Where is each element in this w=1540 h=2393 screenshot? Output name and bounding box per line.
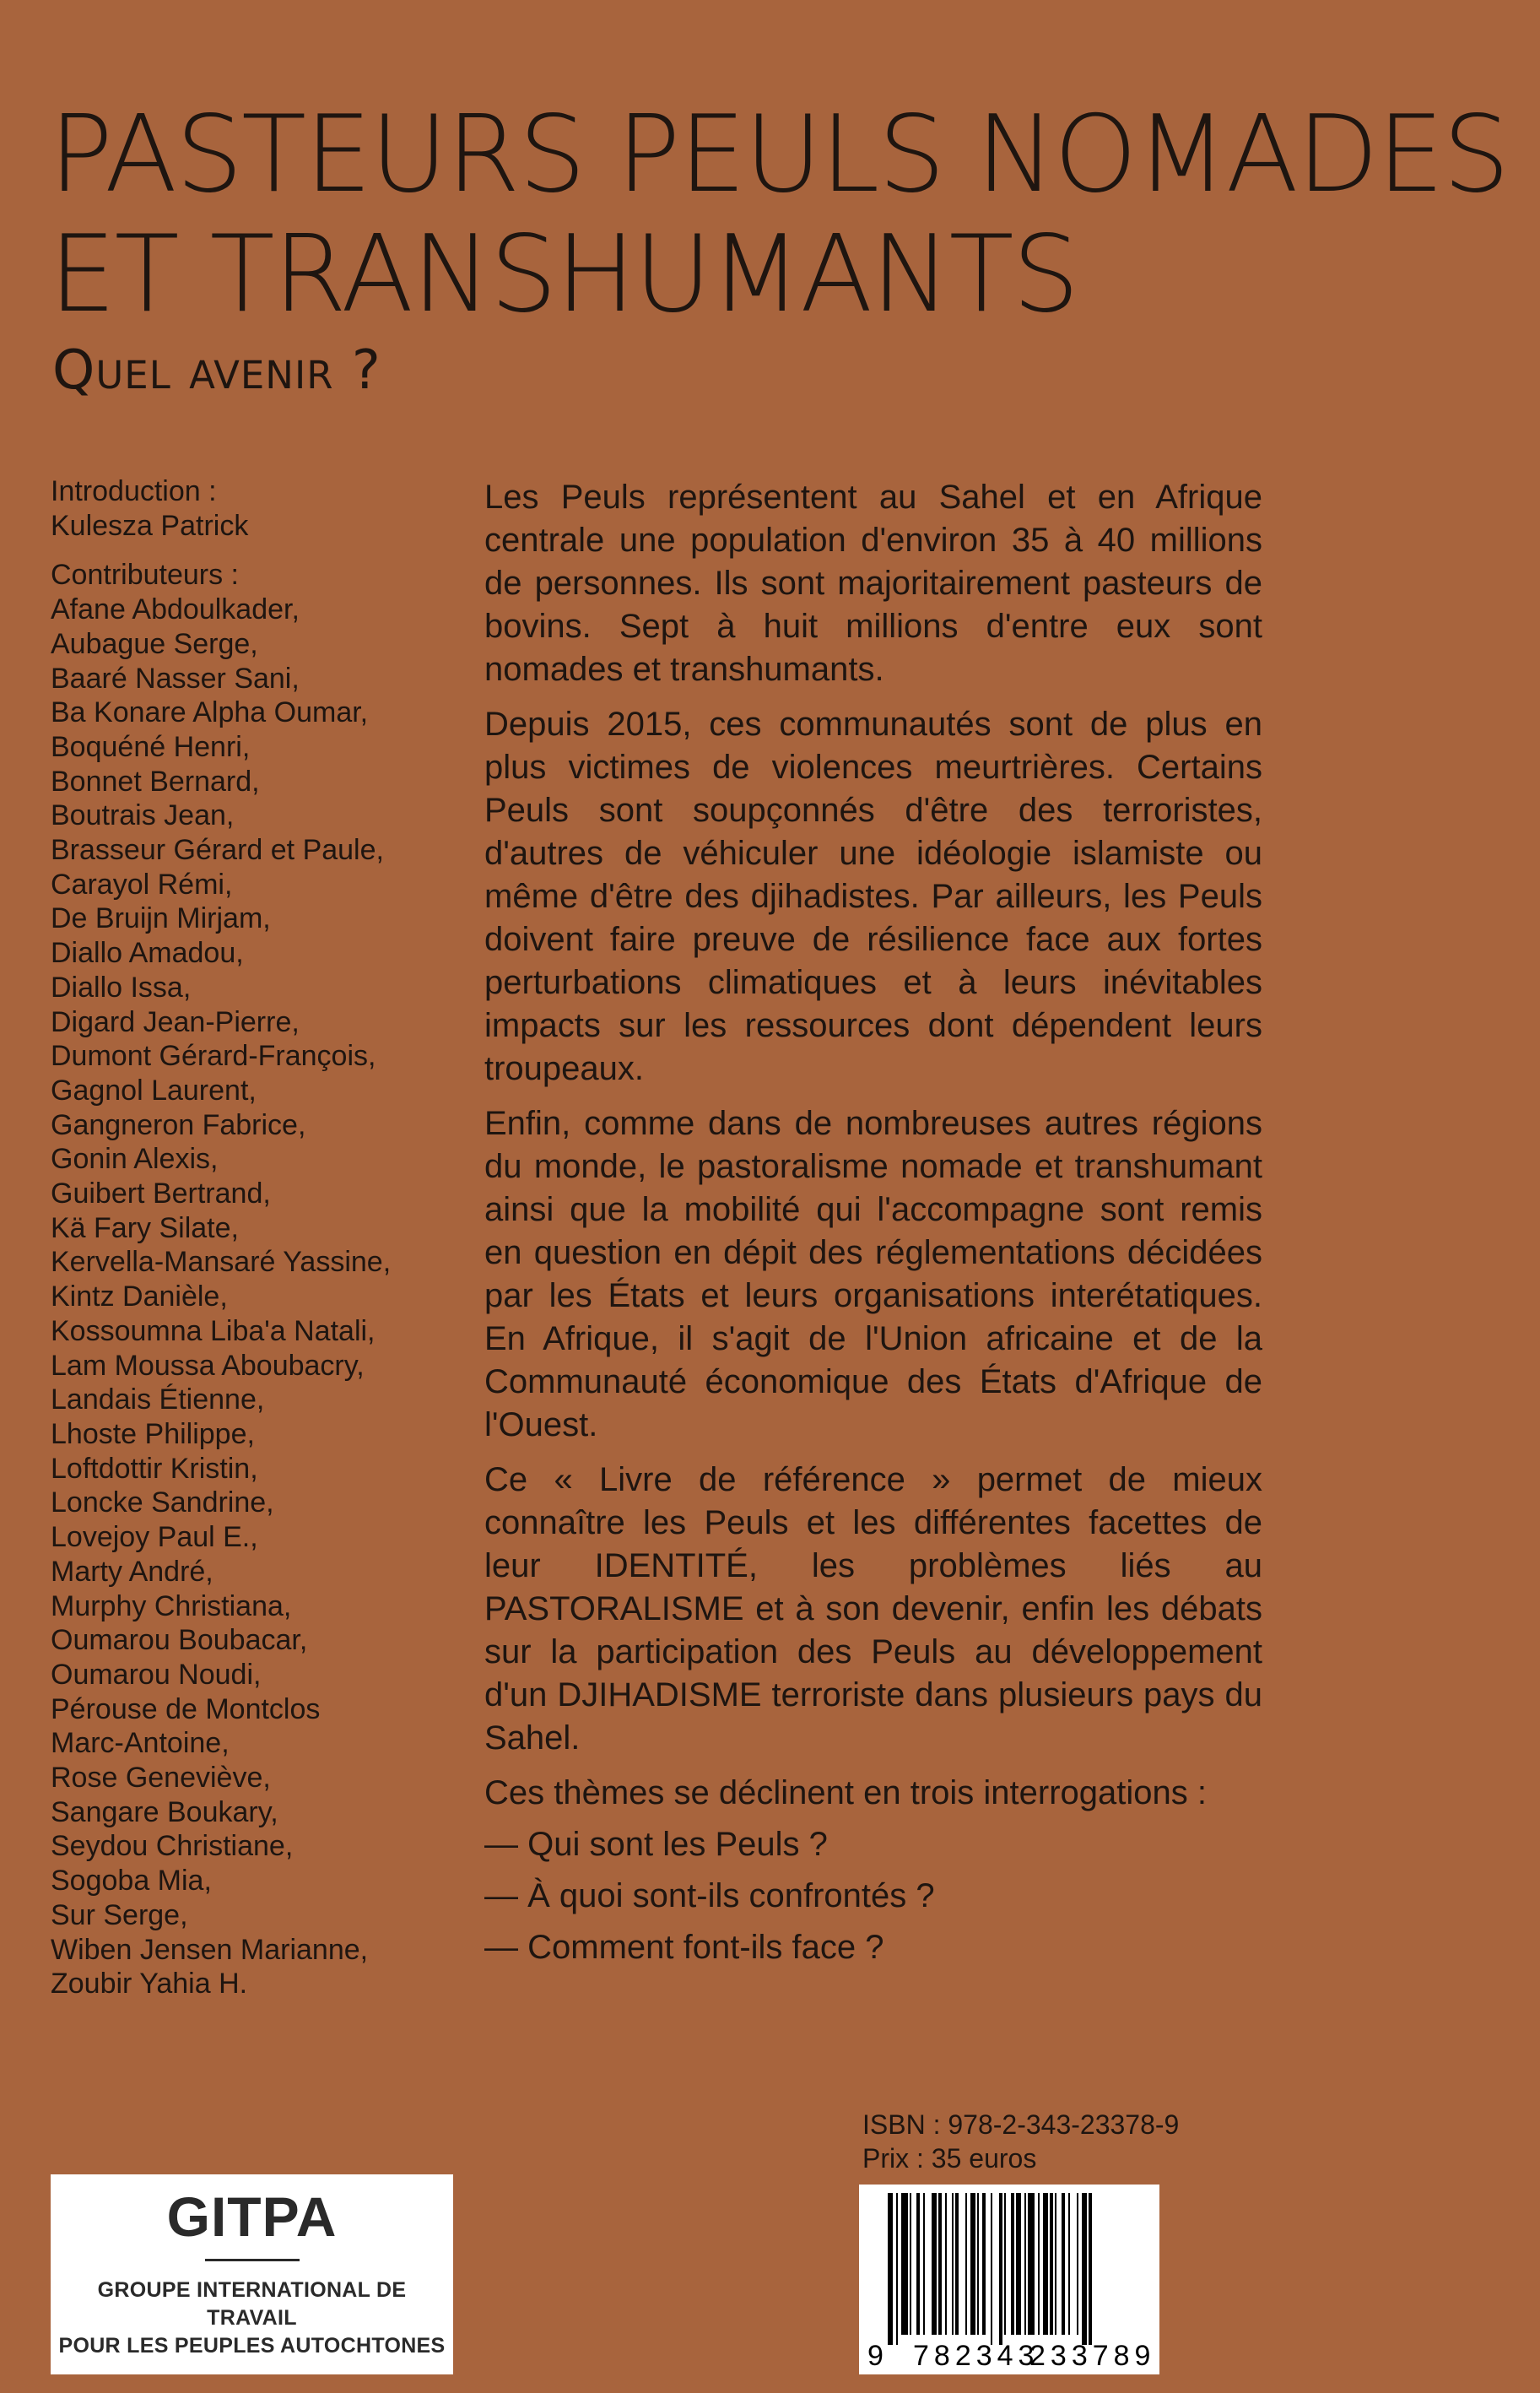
contributor-name: Pérouse de Montclos bbox=[51, 1692, 321, 1725]
contributor-name: Boutrais Jean, bbox=[51, 799, 235, 832]
themes-intro: Ces thèmes se déclinent en trois interrogations : bbox=[484, 1774, 1207, 1811]
barcode-bar bbox=[901, 2193, 908, 2335]
barcode-first-digit: 9 bbox=[867, 2340, 883, 2372]
barcode-right-digits: 233789 bbox=[1029, 2340, 1156, 2372]
contributor-name: Gangneron Fabrice, bbox=[51, 1108, 306, 1141]
question-item: — À quoi sont-ils confrontés ? bbox=[484, 1877, 935, 1914]
contributor-name: Zoubir Yahia H. bbox=[51, 1968, 248, 2000]
barcode-bar bbox=[1062, 2193, 1065, 2335]
introduction-credit bbox=[51, 474, 447, 543]
publisher-name-line-2: POUR LES PEUPLES AUTOCHTONES bbox=[58, 2334, 446, 2358]
barcode-bar bbox=[1038, 2193, 1040, 2335]
contributor-name: Loftdottir Kristin, bbox=[51, 1452, 258, 1485]
contributor-name: Kä Fary Silate, bbox=[51, 1211, 239, 1244]
contributor-name: Kervella-Mansaré Yassine, bbox=[51, 1246, 392, 1279]
barcode-bar bbox=[1004, 2193, 1006, 2335]
contributors-label: Contributeurs : bbox=[51, 559, 239, 592]
question-item: — Qui sont les Peuls ? bbox=[484, 1826, 828, 1863]
contributor-name: Seydou Christiane, bbox=[51, 1830, 294, 1863]
publisher-name-line-1: GROUPE INTERNATIONAL DE TRAVAIL bbox=[97, 2278, 407, 2330]
barcode-bar bbox=[1050, 2193, 1053, 2335]
contributor-name: Marty André, bbox=[51, 1555, 213, 1588]
barcode-bar bbox=[938, 2193, 942, 2335]
contributor-name: Dumont Gérard-François, bbox=[51, 1040, 376, 1073]
barcode-bar bbox=[1024, 2193, 1026, 2335]
contributor-name: Bonnet Bernard, bbox=[51, 765, 260, 798]
contributor-name: Gonin Alexis, bbox=[51, 1143, 219, 1176]
barcode-bar bbox=[1068, 2193, 1070, 2335]
barcode-bar bbox=[923, 2193, 925, 2335]
contributor-name: Landais Étienne, bbox=[51, 1383, 265, 1416]
contributor-name: De Bruijn Mirjam, bbox=[51, 902, 271, 935]
book-subtitle: Quel avenir ? bbox=[52, 339, 381, 402]
barcode-bar bbox=[1089, 2193, 1092, 2345]
credits-column bbox=[51, 474, 447, 2017]
blurb-text bbox=[484, 476, 1262, 1978]
isbn-block bbox=[862, 2108, 1179, 2175]
contributor-name: Marc-Antoine, bbox=[51, 1727, 230, 1760]
contributor-name: Ba Konare Alpha Oumar, bbox=[51, 696, 369, 729]
contributors-list bbox=[51, 558, 447, 2001]
logo-divider bbox=[205, 2259, 300, 2261]
introduction-author: Kulesza Patrick bbox=[51, 509, 249, 542]
barcode-graphic bbox=[859, 2185, 1159, 2374]
blurb-paragraph: Ce « Livre de référence » permet de mieux connaître les Peuls et les différentes facettes de leur IDENTITÉ, les problèmes liés au PASTORALISME et à son devenir, enfin les débats sur la participation des Peuls au développement d'un DJIHADISME terroriste dans plusieurs pays du Sahel. bbox=[484, 1461, 1262, 1757]
blurb-paragraph: Depuis 2015, ces communautés sont de plus en plus victimes de violences meurtrières. Certains Peuls sont soupçonnés d'être des terroristes, d'autres de véhiculer une idéologie islamiste ou même d'être des djihadistes. Par ailleurs, les Peuls doivent faire preuve de résilience face aux fortes perturbations climatiques et à leurs inévitables impacts sur les ressources dont dépendent leurs troupeaux. bbox=[484, 706, 1262, 1087]
barcode bbox=[859, 2185, 1159, 2374]
contributor-name: Digard Jean-Pierre, bbox=[51, 1005, 300, 1038]
barcode-bar bbox=[955, 2193, 959, 2335]
barcode-bar bbox=[970, 2193, 975, 2335]
question-item: — Comment font-ils face ? bbox=[484, 1929, 884, 1966]
title-line-2: ET TRANSHUMANTS bbox=[49, 212, 1078, 336]
contributor-name: Oumarou Noudi, bbox=[51, 1658, 262, 1691]
publisher-logo bbox=[51, 2174, 453, 2374]
book-title bbox=[49, 92, 1509, 336]
barcode-left-digits: 782343 bbox=[913, 2340, 1040, 2372]
contributor-name: Diallo Issa, bbox=[51, 971, 192, 1004]
barcode-bar bbox=[1082, 2193, 1087, 2345]
contributor-name: Murphy Christiana, bbox=[51, 1589, 292, 1622]
contributor-name: Afane Abdoulkader, bbox=[51, 593, 300, 626]
contributor-name: Kintz Danièle, bbox=[51, 1280, 228, 1313]
contributor-name: Gagnol Laurent, bbox=[51, 1074, 257, 1107]
contributor-name: Lam Moussa Aboubacry, bbox=[51, 1349, 365, 1382]
contributor-name: Sangare Boukary, bbox=[51, 1795, 278, 1828]
barcode-bar bbox=[888, 2193, 893, 2345]
barcode-bar bbox=[1077, 2193, 1078, 2335]
barcode-bar bbox=[1016, 2193, 1021, 2335]
contributor-name: Diallo Amadou, bbox=[51, 937, 244, 970]
barcode-bar bbox=[952, 2193, 954, 2335]
contributor-name: Guibert Bertrand, bbox=[51, 1178, 271, 1210]
barcode-bars bbox=[888, 2193, 1092, 2345]
contributors-names bbox=[51, 593, 447, 2001]
barcode-bar bbox=[1043, 2193, 1048, 2335]
barcode-bar bbox=[1055, 2193, 1056, 2335]
title-line-1: PASTEURS PEULS NOMADES bbox=[49, 92, 1509, 216]
contributor-name: Lhoste Philippe, bbox=[51, 1417, 255, 1450]
contributor-name: Kossoumna Liba'a Natali, bbox=[51, 1314, 376, 1347]
barcode-bar bbox=[932, 2193, 937, 2335]
barcode-bar bbox=[1028, 2193, 1035, 2335]
barcode-bar bbox=[965, 2193, 967, 2335]
introduction-label: Introduction : bbox=[51, 475, 217, 507]
barcode-bar bbox=[945, 2193, 947, 2335]
contributor-name: Lovejoy Paul E., bbox=[51, 1521, 258, 1554]
contributor-name: Boquéné Henri, bbox=[51, 730, 251, 763]
barcode-bar bbox=[999, 2193, 1002, 2345]
contributor-name: Wiben Jensen Marianne, bbox=[51, 1933, 369, 1966]
blurb-paragraph: Les Peuls représentent au Sahel et en Afrique centrale une population d'environ 35 à 40 millions de personnes. Ils sont majoritairement pasteurs de bovins. Sept à huit millions d'entre eux sont nomades et transhumants. bbox=[484, 479, 1262, 688]
price: Prix : 35 euros bbox=[862, 2143, 1037, 2174]
contributor-name: Brasseur Gérard et Paule, bbox=[51, 834, 384, 867]
barcode-bar bbox=[991, 2193, 992, 2345]
barcode-bar bbox=[896, 2193, 898, 2345]
contributor-name: Baaré Nasser Sani, bbox=[51, 662, 300, 695]
barcode-bar bbox=[916, 2193, 920, 2335]
contributor-name: Aubague Serge, bbox=[51, 627, 258, 660]
contributor-name: Loncke Sandrine, bbox=[51, 1486, 274, 1519]
contributor-name: Sogoba Mia, bbox=[51, 1865, 212, 1898]
blurb-paragraph: Enfin, comme dans de nombreuses autres régions du monde, le pastoralisme nomade et transhumant ainsi que la mobilité qui l'accompagne sont remis en question en dépit des réglementations décidées par les États et leurs organisations interétatiques. En Afrique, il s'agit de l'Union africaine et de la Communauté économique des États d'Afrique de l'Ouest. bbox=[484, 1105, 1262, 1443]
contributor-name: Oumarou Boubacar, bbox=[51, 1624, 308, 1657]
publisher-abbr: GITPA bbox=[166, 2185, 338, 2248]
isbn-number: ISBN : 978-2-343-23378-9 bbox=[862, 2109, 1180, 2140]
contributor-name: Sur Serge, bbox=[51, 1898, 188, 1931]
barcode-bar bbox=[1011, 2193, 1014, 2335]
barcode-bar bbox=[977, 2193, 979, 2335]
barcode-bar bbox=[982, 2193, 986, 2335]
barcode-bar bbox=[910, 2193, 911, 2335]
contributor-name: Carayol Rémi, bbox=[51, 868, 233, 901]
contributor-name: Rose Geneviève, bbox=[51, 1762, 271, 1795]
